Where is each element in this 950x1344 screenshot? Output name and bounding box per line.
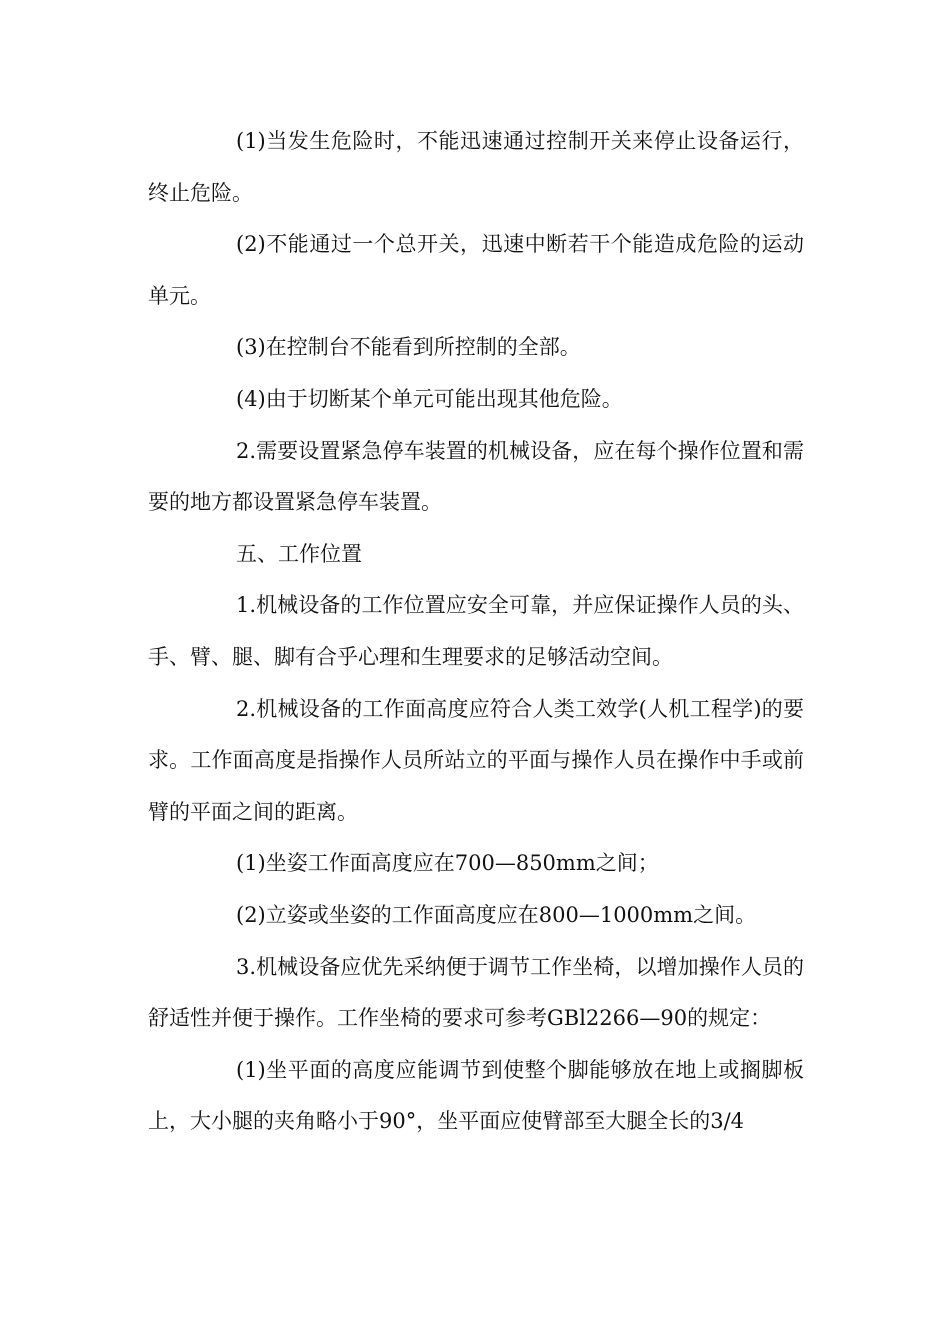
paragraph-stop-item-3: (3)在控制台不能看到所控制的全部。 [236, 335, 581, 360]
document-body [148, 116, 804, 1148]
paragraph-emergency-stop: 2.需要设置紧急停车装置的机械设备，应在每个操作位置和需要的地方都设置紧急停车装置。 [148, 438, 804, 515]
paragraph-standing-height: (2)立姿或坐姿的工作面高度应在800—1000mm之间。 [236, 902, 757, 927]
paragraph-work-seat: 3.机械设备应优先采纳便于调节工作坐椅，以增加操作人员的舒适性并便于操作。工作坐椅的要求可参考GBl2266—90的规定： [148, 954, 804, 1031]
paragraph-stop-item-1: (1)当发生危险时，不能迅速通过控制开关来停止设备运行，终止危险。 [148, 129, 804, 205]
paragraph-work-surface-height: 2.机械设备的工作面高度应符合人类工效学(人机工程学)的要求。工作面高度是指操作人员所站立的平面与操作人员在操作中手或前臂的平面之间的距离。 [148, 696, 804, 824]
paragraph-stop-item-2: (2)不能通过一个总开关，迅速中断若干个能造成危险的运动单元。 [148, 232, 804, 308]
paragraph-sitting-height: (1)坐姿工作面高度应在700—850mm之间； [236, 851, 659, 876]
paragraph-seat-height: (1)坐平面的高度应能调节到使整个脚能够放在地上或搁脚板上，大小腿的夹角略小于90°，坐平面应使臂部至大腿全长的3/4 [148, 1057, 804, 1134]
section-heading-work-position: 五、工作位置 [236, 541, 362, 566]
paragraph-stop-item-4: (4)由于切断某个单元可能出现其他危险。 [236, 386, 623, 411]
paragraph-work-position-1: 1.机械设备的工作位置应安全可靠，并应保证操作人员的头、手、臂、腿、脚有合乎心理和生理要求的足够活动空间。 [148, 593, 804, 669]
